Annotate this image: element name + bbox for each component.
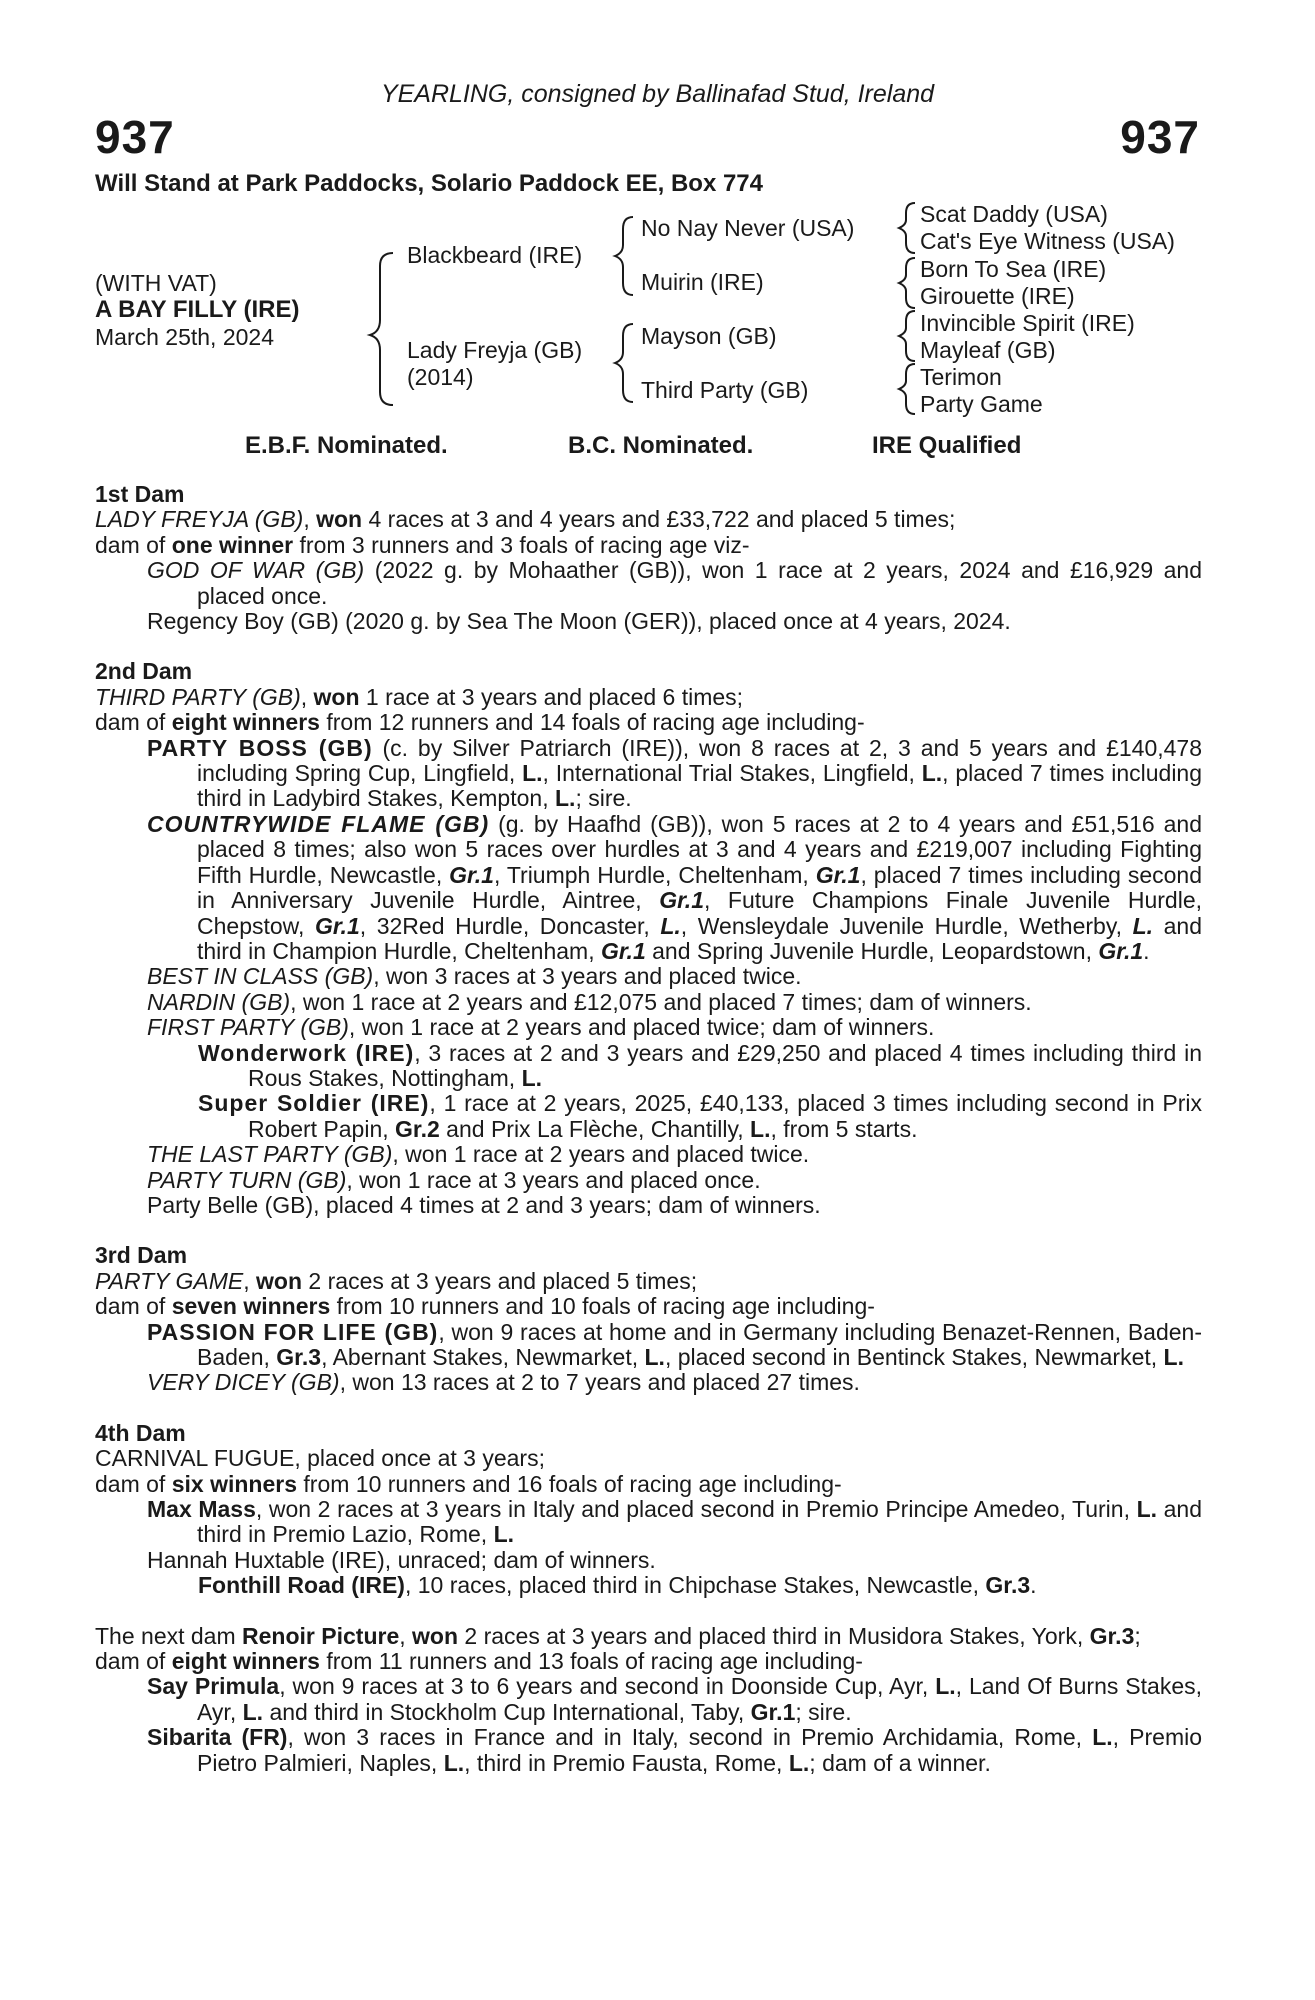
pedigree-gg8: Party Game [920,391,1043,417]
bc-nominated: B.C. Nominated. [568,432,754,459]
dam2-record: 1 race at 3 years and placed 6 times; [359,683,744,710]
dam2-winners: eight winners [171,709,320,736]
dam1-progeny-2: Regency Boy (GB) (2020 g. by Sea The Moon (GER)), placed once at 4 years, 2024. [147,608,1011,635]
pedigree-dam-name: Lady Freyja (GB) [407,337,583,363]
dam4-line1: CARNIVAL FUGUE, placed once at 3 years; [95,1445,545,1472]
dam1-line1: LADY FREYJA (GB), won 4 races at 3 and 4 years and £33,722 and placed 5 times; [95,506,956,533]
pedigree-gg4: Girouette (IRE) [920,283,1075,309]
next-dam-line1: The next dam Renoir Picture, won 2 races at 3 years and placed third in Musidora Stakes, York, Gr.3; [95,1622,1141,1649]
dam1-line2 [95,533,1202,558]
dam1-damof: dam of [95,531,172,558]
dam2-runners: from 12 runners and 14 foals of racing age including- [319,709,865,736]
progeny-very-dicey: VERY DICEY (GB), won 13 races at 2 to 7 years and placed 27 times. [147,1369,860,1396]
pedigree-gg3: Born To Sea (IRE) [920,256,1107,282]
progeny-say-primula: Say Primula, won 9 races at 3 to 6 years and second in Doonside Cup, Ayr, L., Land Of Burns Stakes, Ayr, L. and third in Stockholm Cup International, Taby, Gr.1; sire. [147,1673,1202,1725]
dam1-won: won [316,506,363,533]
dam3-line1: PARTY GAME, won 2 races at 3 years and placed 5 times; [95,1267,698,1294]
dam1-progeny-1 [95,558,1202,609]
dam2-won: won [313,683,360,710]
catalogue-body [95,482,1202,1776]
dam1-record: 4 races at 3 and 4 years and £33,722 and placed 5 times; [362,506,956,533]
dam4-heading: 4th Dam [95,1419,186,1446]
pedigree-dam-dam: Third Party (GB) [641,377,809,403]
pedigree-gg7: Terimon [920,364,1002,390]
pedigree-gg1: Scat Daddy (USA) [920,201,1108,227]
progeny-party-belle: Party Belle (GB), placed 4 times at 2 and 3 years; dam of winners. [147,1191,821,1218]
pedigree-sire-dam: Muirin (IRE) [641,269,764,295]
progeny-sibarita: Sibarita (FR), won 3 races in France and in Italy, second in Premio Archidamia, Rome, L., Premio Pietro Palmieri, Naples, L., third in Premio Fausta, Rome, L.; dam of a winner. [147,1724,1203,1776]
progeny-max-mass: Max Mass, won 2 races at 3 years in Italy and placed second in Premio Principe Amedeo, Turin, L. and third in Premio Lazio, Rome, L. [147,1496,1202,1548]
pedigree-gg5: Invincible Spirit (IRE) [920,310,1135,336]
grandprogeny-wonderwork: Wonderwork (IRE), 3 races at 2 and 3 years and £29,250 and placed 4 times including third in Rous Stakes, Nottingham, L. [198,1039,1202,1091]
horse-vat: (WITH VAT) [95,270,217,296]
dam4-line2: dam of six winners from 10 runners and 16 foals of racing age including- [95,1470,842,1497]
dam3-line2: dam of seven winners from 10 runners and 10 foals of racing age including- [95,1293,875,1320]
dam3-heading: 3rd Dam [95,1242,188,1269]
dam2-line2 [95,710,1202,735]
progeny-name: PARTY BOSS (GB) [147,734,373,761]
horse-name: A BAY FILLY (IRE) [95,296,300,323]
lot-number-right: 937 [1120,111,1200,163]
progeny-name: GOD OF WAR (GB) [147,557,365,584]
dam1-winners: one winner [171,531,294,558]
pedigree-sire-sire: No Nay Never (USA) [641,215,855,241]
progeny-best-in-class: BEST IN CLASS (GB), won 3 races at 3 years and placed twice. [147,963,802,990]
dam1-heading: 1st Dam [95,481,185,507]
dam1-name: LADY FREYJA (GB) [95,506,304,533]
progeny-the-last-party: THE LAST PARTY (GB), won 1 race at 2 years and placed twice. [147,1141,810,1168]
dam2-heading: 2nd Dam [95,658,193,685]
pedigree-dam-sire: Mayson (GB) [641,323,777,349]
dam2-name: THIRD PARTY (GB) [95,683,301,710]
pedigree-gg6: Mayleaf (GB) [920,337,1056,363]
grandprogeny-super-soldier: Super Soldier (IRE), 1 race at 2 years, 2025, £40,133, placed 3 times including second in Prix Robert Papin, Gr.2 and Prix La Flèche, Chantilly, L., from 5 starts. [198,1090,1203,1142]
ebf-nominated: E.B.F. Nominated. [245,432,448,459]
pedigree-sire: Blackbeard (IRE) [407,242,583,268]
pedigree-dam-year: (2014) [407,364,474,390]
progeny-countrywide-flame: COUNTRYWIDE FLAME (GB) (g. by Haafhd (GB)), won 5 races at 2 to 4 years and £51,516 and placed 8 times; also won 5 races over hurdles at 3 and 4 years and £219,007 including Fighting Fifth Hurdle, Newcastle, Gr.1, Triumph Hurdle, Cheltenham, Gr.1, placed 7 times including second in Anniversary Juvenile Hurdle, Aintree, Gr.1, Future Champions Finale Juvenile Hurdle, Chepstow, Gr.1, 32Red Hurdle, Doncaster, L., Wensleydale Juvenile Hurdle, Wetherby, L. and third in Champion Hurdle, Cheltenham, Gr.1 and Spring Juvenile Hurdle, Leopardstown, Gr.1. [147,810,1203,964]
progeny-record: (2022 g. by Mohaather (GB)), won 1 race at 2 years, 2024 and £16,929 and placed once. [197,557,1202,609]
dam2-line1: THIRD PARTY (GB), won 1 race at 3 years and placed 6 times; [95,683,744,710]
progeny-party-turn: PARTY TURN (GB), won 1 race at 3 years and placed once. [147,1166,761,1193]
dam2-damof: dam of [95,709,172,736]
progeny-hannah-huxtable: Hannah Huxtable (IRE), unraced; dam of winners. [147,1546,656,1573]
consignment-line: YEARLING, consigned by Ballinafad Stud, Ireland [380,80,935,108]
ire-qualified: IRE Qualified [872,432,1022,459]
progeny-passion-for-life: PASSION FOR LIFE (GB), won 9 races at home and in Germany including Benazet-Rennen, Baden-Baden, Gr.3, Abernant Stakes, Newmarket, L., placed second in Bentinck Stakes, Newmarket, L. [147,1318,1203,1370]
next-dam-line2: dam of eight winners from 11 runners and 13 foals of racing age including- [95,1648,863,1675]
progeny-first-party: FIRST PARTY (GB), won 1 race at 2 years and placed twice; dam of winners. [147,1014,935,1041]
progeny-name: COUNTRYWIDE FLAME (GB) [147,810,490,837]
lot-number-left: 937 [95,111,175,163]
horse-foaled: March 25th, 2024 [95,324,275,350]
progeny-party-boss: PARTY BOSS (GB) (c. by Silver Patriarch (IRE)), won 8 races at 2, 3 and 5 years and £140,478 including Spring Cup, Lingfield, L., International Trial Stakes, Lingfield, L., placed 7 times including third in Ladybird Stakes, Kempton, L.; sire. [147,734,1203,812]
stand-location: Will Stand at Park Paddocks, Solario Paddock EE, Box 774 [95,170,764,197]
dam1-runners: from 3 runners and 3 foals of racing age viz- [293,531,750,558]
pedigree-gg2: Cat's Eye Witness (USA) [920,228,1175,254]
progeny-nardin: NARDIN (GB), won 1 race at 2 years and £12,075 and placed 7 times; dam of winners. [147,988,1032,1015]
grandprogeny-fonthill-road: Fonthill Road (IRE), 10 races, placed third in Chipchase Stakes, Newcastle, Gr.3. [198,1572,1037,1599]
